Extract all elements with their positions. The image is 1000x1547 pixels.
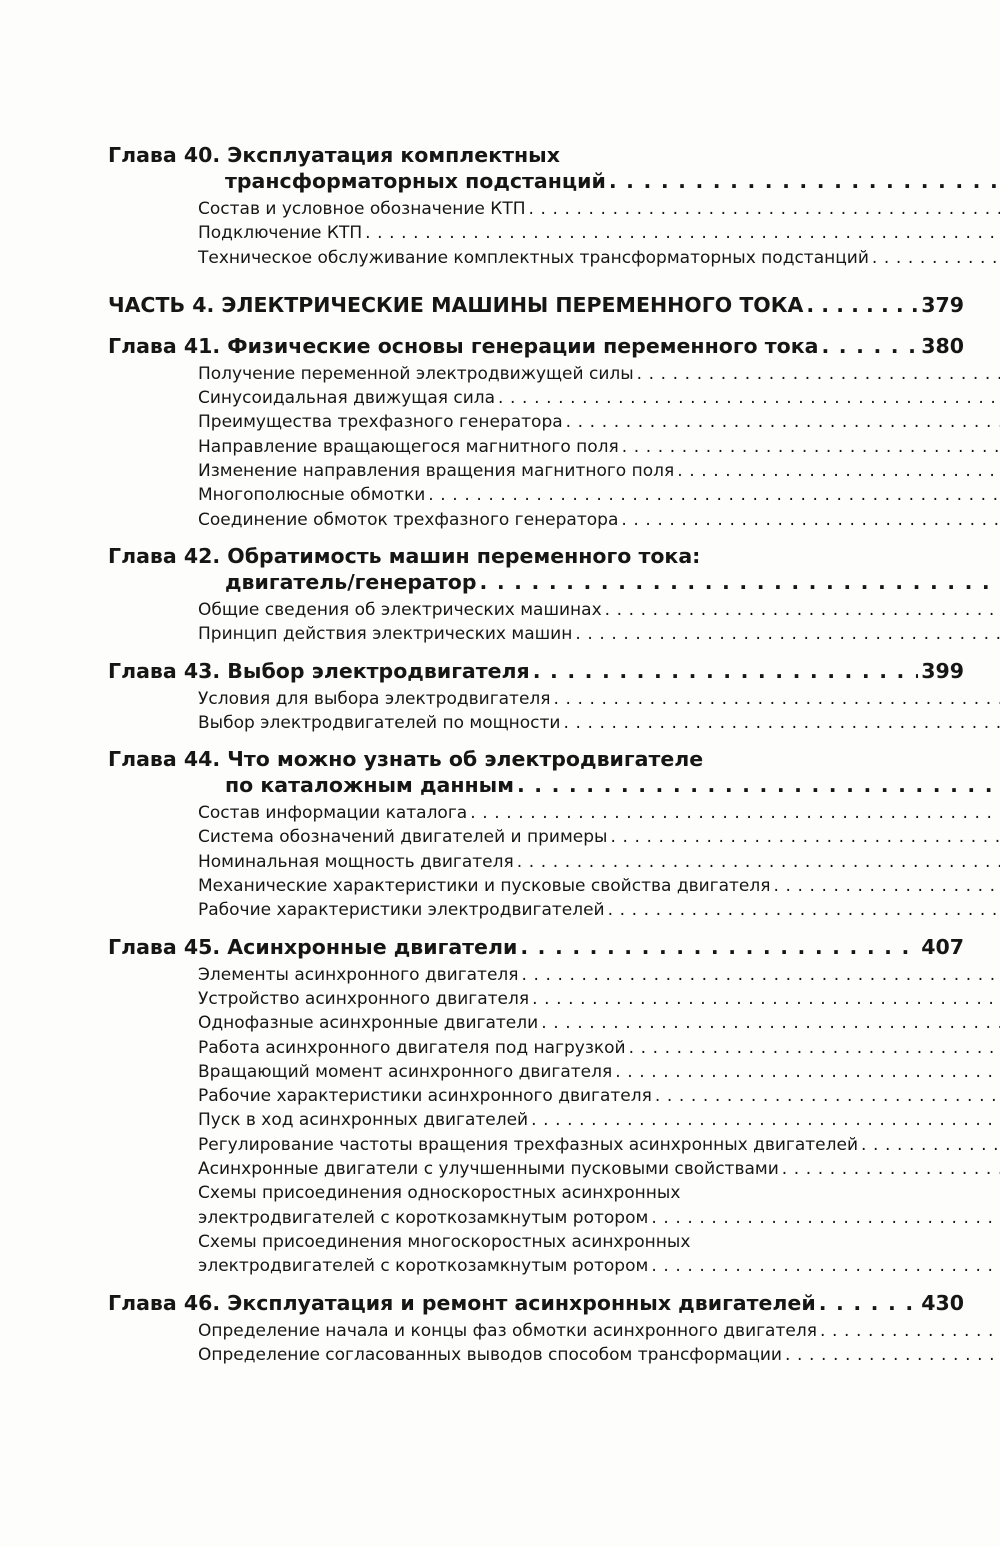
section-entry[interactable] (108, 598, 1000, 622)
section-entry[interactable] (108, 1254, 1000, 1278)
section-title: Принцип действия электрических машин (198, 624, 573, 645)
dot-leader (532, 987, 1000, 1011)
dot-leader (610, 825, 1000, 849)
chapter-43 (108, 658, 964, 736)
section-entry[interactable] (108, 221, 1000, 245)
part-title: ЧАСТЬ 4. ЭЛЕКТРИЧЕСКИЕ МАШИНЫ ПЕРЕМЕННОГО ТОКА (108, 292, 804, 317)
chapter-title: Глава 46. Эксплуатация и ремонт асинхронных двигателей (108, 1290, 816, 1315)
dot-leader (785, 1343, 1000, 1367)
chapter-title: Глава 41. Физические основы генерации переменного тока (108, 333, 819, 358)
section-title: Устройство асинхронного двигателя (198, 988, 530, 1009)
section-title: Элементы асинхронного двигателя (198, 964, 519, 985)
dot-leader (566, 410, 1000, 434)
section-entry[interactable] (108, 1206, 1000, 1230)
section-entry[interactable] (108, 1343, 1000, 1367)
dot-leader (554, 687, 1000, 711)
section-title: Пуск в ход асинхронных двигателей (198, 1110, 529, 1131)
section-entry[interactable] (108, 898, 1000, 922)
section-title: Подключение КТП (198, 223, 363, 244)
part-4-entry[interactable] (108, 292, 964, 318)
dot-leader (498, 386, 1000, 410)
section-entry[interactable] (108, 197, 1000, 221)
dot-leader (637, 362, 1000, 386)
section-entry[interactable] (108, 1084, 1000, 1108)
section-title: Направление вращающегося магнитного поля (198, 436, 619, 457)
dot-leader (533, 658, 919, 684)
section-entry[interactable] (108, 1011, 1000, 1035)
chapter-41 (108, 333, 964, 532)
page-number: 399 (921, 658, 964, 683)
section-title: Определение согласованных выводов способом трансформации (198, 1344, 782, 1365)
section-title: Рабочие характеристики асинхронного двигателя (198, 1086, 652, 1107)
page-number: 380 (921, 333, 964, 358)
dot-leader (655, 1084, 1000, 1108)
section-title: Условия для выбора электродвигателя (198, 688, 551, 709)
dot-leader (541, 1011, 1000, 1035)
chapter-title-line2: двигатель/генератор (225, 569, 477, 594)
chapter-title-line2: по каталожным данным (225, 773, 514, 798)
dot-leader (563, 711, 1000, 735)
dot-leader (782, 1157, 1000, 1181)
section-title: Система обозначений двигателей и примеры (198, 827, 608, 848)
chapter-46 (108, 1290, 964, 1368)
section-entry[interactable] (108, 362, 1000, 386)
chapter-44 (108, 746, 964, 922)
dot-leader (470, 801, 1000, 825)
dot-leader (522, 963, 1000, 987)
chapter-42 (108, 543, 964, 647)
section-title: Механические характеристики и пусковые свойства двигателя (198, 876, 771, 897)
section-title: Техническое обслуживание комплектных трансформаторных подстанций (198, 247, 869, 268)
section-title: Регулирование частоты вращения трехфазных асинхронных двигателей (198, 1134, 859, 1155)
section-title: Состав информации каталога (198, 803, 468, 824)
dot-leader (819, 1290, 919, 1316)
section-entry[interactable] (108, 825, 1000, 849)
chapter-title-line1: Глава 40. Эксплуатация комплектных (108, 143, 560, 167)
page-number: 379 (921, 292, 964, 317)
chapter-title: Глава 45. Асинхронные двигатели (108, 934, 518, 959)
section-title: Номинальная мощность двигателя (198, 851, 514, 872)
section-title: Преимущества трехфазного генератора (198, 412, 563, 433)
section-title-line1: Схемы присоединения многоскоростных асинхронных (198, 1231, 691, 1252)
chapter-entry[interactable] (108, 934, 964, 960)
dot-leader (615, 1060, 1000, 1084)
section-title: Состав и условное обозначение КТП (198, 199, 526, 219)
section-entry[interactable] (108, 508, 1000, 532)
section-entry[interactable] (108, 687, 1000, 711)
section-entry[interactable] (108, 483, 1000, 507)
dot-leader (605, 598, 1000, 622)
dot-leader (773, 874, 1000, 898)
section-title-line2: электродвигателей с короткозамкнутым ротором (198, 1207, 649, 1228)
section-entry[interactable] (108, 963, 1000, 987)
page-number: 430 (921, 1290, 964, 1315)
dot-leader (517, 772, 1000, 798)
section-entry[interactable] (108, 1133, 1000, 1157)
section-title: Однофазные асинхронные двигатели (198, 1013, 539, 1034)
section-entry[interactable] (108, 1108, 1000, 1132)
section-title: Получение переменной электродвижущей силы (198, 363, 634, 384)
dot-leader (621, 508, 1000, 532)
section-title: Изменение направления вращения магнитного поля (198, 461, 675, 482)
section-entry[interactable] (108, 386, 1000, 410)
section-title: Выбор электродвигателей по мощности (198, 712, 561, 733)
chapter-title-line1: Глава 42. Обратимость машин переменного тока: (108, 543, 701, 568)
section-title: Определение начала и концы фаз обмотки асинхронного двигателя (198, 1320, 817, 1341)
dot-leader (820, 1319, 1000, 1343)
dot-leader (531, 1108, 1000, 1132)
chapter-title-line2: трансформаторных подстанций (225, 169, 606, 193)
section-entry[interactable] (108, 1036, 1000, 1060)
dot-leader (575, 622, 1000, 646)
dot-leader (517, 850, 1000, 874)
dot-leader (428, 483, 1000, 507)
section-title: Вращающий момент асинхронного двигателя (198, 1061, 613, 1082)
dot-leader (821, 333, 918, 359)
dot-leader (677, 459, 1000, 483)
dot-leader (480, 569, 1000, 595)
section-entry[interactable] (108, 801, 1000, 825)
chapter-title-line1: Глава 44. Что можно узнать об электродвигателе (108, 747, 704, 772)
dot-leader (365, 221, 1000, 245)
dot-leader (520, 934, 918, 960)
section-entry[interactable] (108, 410, 1000, 434)
chapter-entry[interactable] (108, 168, 1000, 194)
section-entry[interactable] (108, 1060, 1000, 1084)
dot-leader (651, 1254, 1000, 1278)
dot-leader (629, 1036, 1000, 1060)
chapter-40 (108, 142, 964, 270)
section-title: Общие сведения об электрических машинах (198, 599, 602, 620)
dot-leader (622, 435, 1000, 459)
chapter-entry[interactable] (108, 658, 964, 684)
section-entry[interactable] (108, 435, 1000, 459)
section-title: Многополюсные обмотки (198, 485, 426, 506)
section-entry[interactable] (108, 1157, 1000, 1181)
dot-leader (609, 168, 1000, 194)
section-entry[interactable] (108, 711, 1000, 735)
chapter-title: Глава 43. Выбор электродвигателя (108, 658, 530, 683)
chapter-entry[interactable] (108, 333, 964, 359)
section-title: Соединение обмоток трехфазного генератора (198, 509, 619, 530)
section-title: Синусоидальная движущая сила (198, 388, 496, 409)
chapter-entry[interactable] (108, 569, 1000, 595)
section-entry[interactable] (108, 987, 1000, 1011)
dot-leader (872, 246, 1000, 270)
dot-leader (651, 1206, 1000, 1230)
table-of-contents (108, 142, 964, 1367)
chapter-entry[interactable] (108, 1290, 964, 1316)
section-entry[interactable] (108, 459, 1000, 483)
section-entry[interactable] (108, 1319, 1000, 1343)
dot-leader (861, 1133, 1000, 1157)
chapter-45 (108, 934, 964, 1279)
section-title: Работа асинхронного двигателя под нагрузкой (198, 1037, 626, 1058)
section-entry[interactable] (108, 622, 1000, 646)
section-title: Асинхронные двигатели с улучшенными пусковыми свойствами (198, 1159, 779, 1180)
section-entry[interactable] (108, 246, 1000, 270)
section-entry[interactable] (108, 850, 1000, 874)
dot-leader (806, 292, 918, 318)
dot-leader (608, 898, 1000, 922)
chapter-entry[interactable] (108, 772, 1000, 798)
section-title-line1: Схемы присоединения односкоростных асинхронных (198, 1183, 681, 1204)
dot-leader (529, 197, 1000, 221)
section-title: Рабочие характеристики электродвигателей (198, 900, 605, 921)
section-title-line2: электродвигателей с короткозамкнутым ротором (198, 1256, 649, 1277)
section-entry[interactable] (108, 874, 1000, 898)
page-number: 407 (921, 934, 964, 959)
